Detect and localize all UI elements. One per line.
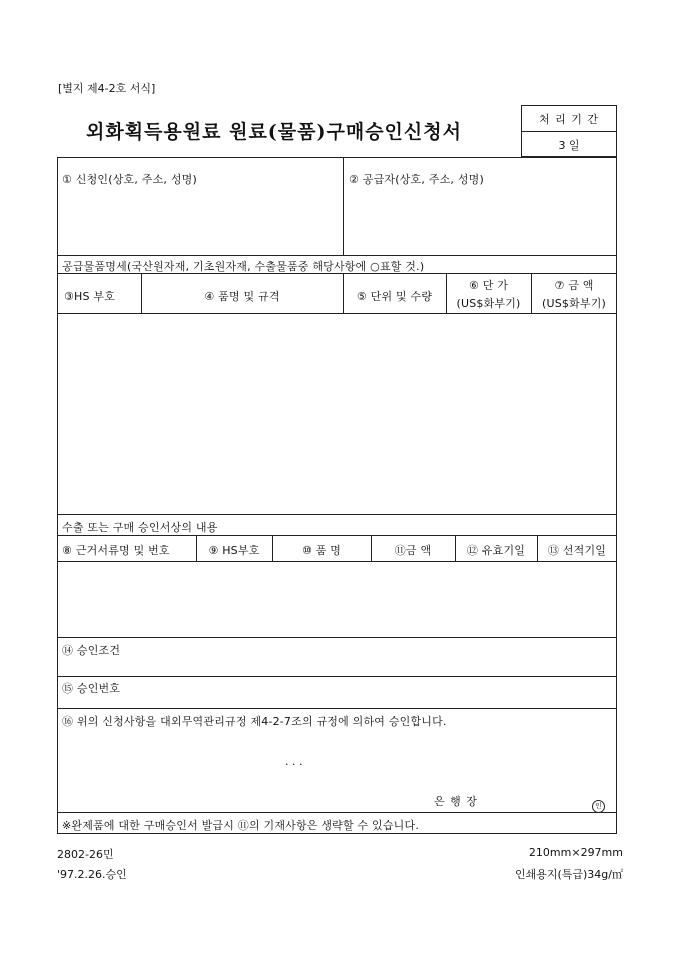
supplier-field[interactable] [347,190,613,250]
col-hs-code: ③HS 부호 [64,290,116,303]
approval-number-label: ⑮ 승인번호 [62,682,121,695]
page-title: 외화획득용원료 원료(물품)구매승인신청서 [86,121,462,143]
processing-period-value: 3 일 [558,139,580,152]
approval-date: · · · [285,758,303,771]
supplier-label: ② 공급자(상호, 주소, 성명) [349,173,484,186]
approval-conditions-field[interactable] [140,640,614,674]
export-section-header: 수출 또는 구매 승인서상의 내용 [62,521,218,534]
col-unit-price-sub: (US$화부기) [456,297,521,310]
approval-date-note: '97.2.26.승인 [57,868,127,881]
col-amount-sub: (US$화부기) [541,297,607,310]
col-ship-date: ⑬ 선적기일 [547,544,607,557]
col-amount: ⑦ 금 액 [554,279,594,292]
supply-items-area[interactable] [60,316,614,512]
applicant-label: ① 신청인(상호, 주소, 성명) [62,173,197,186]
paper-size: 210mm×297mm [528,846,623,859]
processing-period-label: 처 리 기 간 [539,113,599,126]
col-export-name: ⑩ 품 명 [301,544,342,557]
col-valid-date: ⑫ 유효기일 [466,544,526,557]
supply-section-header: 공급물품명세(국산원자재, 기초원자재, 수출물품중 해당사항에 ○표할 것.) [62,260,425,273]
form-number: 2802-26민 [57,848,114,861]
col-basis-doc: ⑧ 근거서류명 및 번호 [62,544,170,557]
bank-head-label: 은 행 장 [434,795,478,808]
footnote: ※완제품에 대한 구매승인서 발급시 ⑪의 기재사항은 생략할 수 있습니다. [62,819,420,832]
col-export-amount: ⑪금 액 [394,544,432,557]
export-items-area[interactable] [60,564,614,634]
col-unit-qty: ⑤ 단위 및 수량 [356,290,433,303]
paper-spec: 인쇄용지(특급)34g/㎡ [514,868,623,881]
col-item-name: ④ 품명 및 규격 [204,290,280,303]
form-code: [별지 제4-2호 서식] [58,82,156,95]
approval-conditions-label: ⑭ 승인조건 [62,644,121,657]
applicant-field[interactable] [60,190,340,250]
approval-number-field[interactable] [140,678,614,706]
col-unit-price: ⑥ 단 가 [468,279,509,292]
col-export-hs: ⑨ HS부호 [208,544,260,557]
approval-statement: ⑯ 위의 신청사항을 대외무역관리규정 제4-2-7조의 규정에 의하여 승인합니다. [62,715,447,728]
seal-mark: 인 [592,793,605,813]
